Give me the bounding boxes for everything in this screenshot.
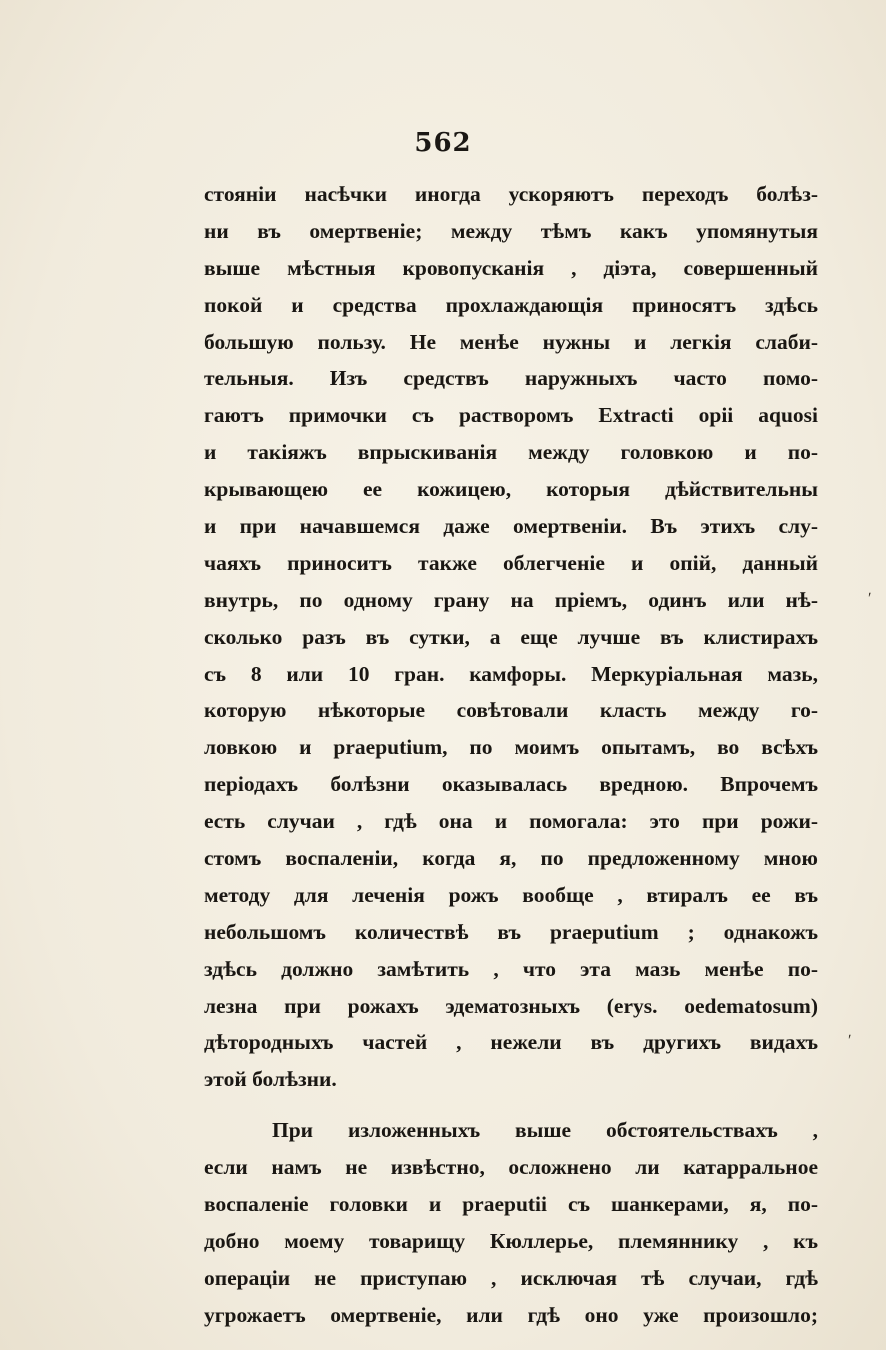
text-line: угрожаетъ омертвеніе, или гдѣ оно уже произошло; <box>204 1302 818 1327</box>
text-line: небольшомъ количествѣ въ praeputium ; однакожъ <box>204 919 818 944</box>
text-line: сколько разъ въ сутки, а еще лучше въ клистирахъ <box>204 624 818 649</box>
text-line: съ 8 или 10 гран. камфоры. Меркуріальная мазь, <box>204 661 818 686</box>
text-line: здѣсь должно замѣтить , что эта мазь менѣе по- <box>204 956 818 981</box>
text-line: внутрь, по одному грану на пріемъ, одинъ или нѣ- <box>204 587 818 612</box>
text-line: крывающею ее кожицею, которыя дѣйствительны <box>204 477 818 502</box>
text-line: При изложенныхъ выше обстоятельствахъ , <box>272 1118 818 1143</box>
text-line: дѣтородныхъ частей , нежели въ другихъ видахъ <box>204 1030 818 1055</box>
text-line: которую нѣкоторые совѣтовали класть между го- <box>204 698 818 723</box>
body-text <box>204 176 818 1334</box>
text-line: выше мѣстныя кровопусканія , діэта, совершенный <box>204 255 818 280</box>
text-line: періодахъ болѣзни оказывалась вредною. Впрочемъ <box>204 772 818 797</box>
text-line: этой болѣзни. <box>204 1067 337 1092</box>
text-line: гаютъ примочки съ растворомъ Extracti opii aquosi <box>204 403 818 428</box>
text-line: стояніи насѣчки иногда ускоряютъ переходъ болѣз- <box>204 182 818 206</box>
text-line: воспаленіе головки и praeputii съ шанкерами, я, по- <box>204 1192 818 1217</box>
text-line: есть случаи , гдѣ она и помогала: это при рожи- <box>204 809 818 834</box>
text-line: и такіяжъ впрыскиванія между головкою и по- <box>204 440 818 465</box>
text-line: лезна при рожахъ эдематозныхъ (erys. oedematosum) <box>204 993 818 1018</box>
text-line: и при начавшемся даже омертвеніи. Въ этихъ слу- <box>204 514 818 539</box>
text-line: если намъ не извѣстно, осложнено ли катарральное <box>204 1155 818 1180</box>
text-line: чаяхъ приноситъ также облегченіе и опій, данный <box>204 550 818 575</box>
text-line: тельныя. Изъ средствъ наружныхъ часто помо- <box>204 366 818 391</box>
paragraph-2 <box>204 1112 818 1333</box>
paragraph-1 <box>204 176 818 1098</box>
text-line: ловкою и praeputium, по моимъ опытамъ, во всѣхъ <box>204 735 818 760</box>
margin-speck: ʹ <box>848 1032 852 1049</box>
text-line: методу для леченія рожъ вообще , втиралъ ее въ <box>204 882 818 907</box>
text-line: операціи не приступаю , исключая тѣ случаи, гдѣ <box>204 1265 818 1290</box>
text-line: добно моему товарищу Кюллерье, племяннику , къ <box>204 1228 818 1253</box>
text-line: покой и средства прохлаждающія приносятъ здѣсь <box>204 292 818 317</box>
paragraph-gap <box>204 1098 818 1112</box>
margin-speck: ʹ <box>868 590 872 607</box>
text-line: ни въ омертвеніе; между тѣмъ какъ упомянутыя <box>204 218 818 243</box>
text-line: большую пользу. Не менѣе нужны и легкія слаби- <box>204 329 818 354</box>
page-number: 562 <box>414 128 472 158</box>
text-line: стомъ воспаленіи, когда я, по предложенному мною <box>204 846 818 871</box>
